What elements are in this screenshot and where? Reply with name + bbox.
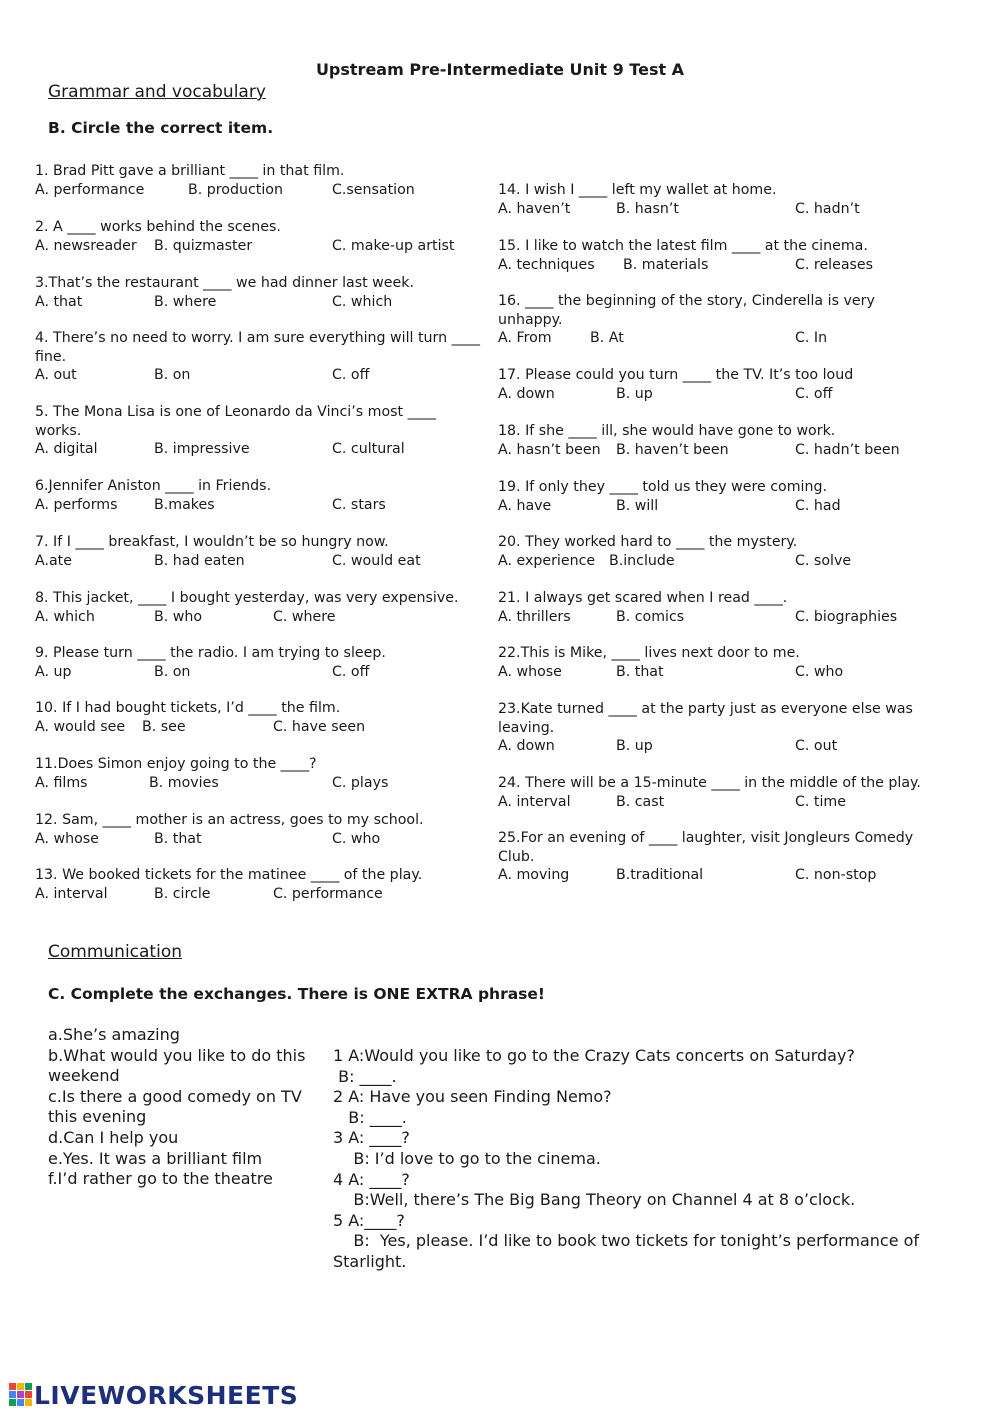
phrase-item: c.Is there a good comedy on TV this evening [48, 1086, 302, 1127]
answer-options [35, 552, 495, 571]
option-b[interactable]: B. up [616, 385, 653, 402]
answer-options [35, 774, 495, 793]
exchange-line: B: I’d love to go to the cinema. [333, 1148, 601, 1168]
option-a[interactable]: A. digital [35, 441, 98, 458]
option-a[interactable]: A.ate [35, 552, 72, 569]
option-c[interactable]: C. make-up artist [332, 237, 455, 254]
question-9 [35, 644, 495, 681]
question-text: 5. The Mona Lisa is one of Leonardo da Vinci’s most ____ [35, 404, 436, 420]
option-c[interactable]: C. out [795, 738, 838, 755]
exchange-line: 1 A:Would you like to go to the Crazy Cats concerts on Saturday? [333, 1046, 855, 1065]
answer-options [498, 256, 958, 275]
option-a[interactable]: A. would see [35, 718, 126, 735]
option-a[interactable]: A. techniques [498, 256, 595, 273]
option-a[interactable]: A. have [498, 497, 552, 514]
option-c[interactable]: C. non-stop [795, 867, 877, 884]
communication-instruction: C. Complete the exchanges. There is ONE EXTRA phrase! [48, 985, 545, 1003]
question-12 [35, 811, 495, 848]
answer-options [498, 866, 958, 885]
question-text: 4. There’s no need to worry. I am sure everything will turn ____ [35, 330, 480, 346]
answer-options [498, 329, 958, 348]
option-a[interactable]: A. performs [35, 496, 118, 513]
option-b[interactable]: B. movies [149, 774, 219, 791]
question-text-continued: leaving. [498, 719, 555, 736]
question-text: 21. I always get scared when I read ____. [498, 590, 788, 606]
option-a[interactable]: A. moving [498, 867, 570, 884]
answer-options [498, 385, 958, 404]
question-19 [498, 478, 958, 515]
question-1 [35, 162, 495, 199]
exchange-line: 3 A: ____? [333, 1128, 410, 1148]
option-a[interactable]: A. performance [35, 181, 145, 198]
answer-options [35, 496, 495, 515]
question-text: 20. They worked hard to ____ the mystery. [498, 534, 798, 550]
question-23 [498, 700, 958, 756]
option-b[interactable]: B. At [590, 330, 624, 347]
option-c[interactable]: C. cultural [332, 441, 405, 458]
question-2 [35, 218, 495, 255]
option-b[interactable]: B. impressive [154, 441, 250, 458]
option-a[interactable]: A. experience [498, 552, 596, 569]
question-text: 12. Sam, ____ mother is an actress, goes to my school. [35, 812, 424, 828]
option-b[interactable]: B. quizmaster [154, 237, 253, 254]
answer-options [35, 366, 495, 385]
option-a[interactable]: A. up [35, 663, 72, 680]
exchange-line: 5 A:____? [333, 1210, 405, 1230]
answer-options [498, 737, 958, 756]
grammar-instruction: B. Circle the correct item. [48, 119, 274, 137]
liveworksheets-logo[interactable] [8, 1380, 298, 1410]
page-title: Upstream Pre-Intermediate Unit 9 Test A [315, 60, 685, 79]
question-14 [498, 181, 958, 218]
option-c[interactable]: C. stars [332, 496, 386, 513]
phrase-item: e.Yes. It was a brilliant film [48, 1148, 263, 1168]
option-b[interactable]: B. had eaten [154, 552, 245, 569]
option-b[interactable]: B. materials [623, 256, 709, 273]
exchange-list [333, 1046, 919, 1273]
question-11 [35, 755, 495, 792]
option-b[interactable]: B. circle [154, 885, 211, 902]
question-20 [498, 533, 958, 570]
exchange-line: 2 A: Have you seen Finding Nemo? [333, 1087, 612, 1107]
question-text-continued: Club. [498, 848, 535, 865]
question-6 [35, 477, 495, 514]
question-text: 18. If she ____ ill, she would have gone to work. [498, 423, 836, 439]
option-c[interactable]: C. hadn’t been [795, 441, 900, 458]
answer-options [498, 441, 958, 460]
question-text: 17. Please could you turn ____ the TV. It’s too loud [498, 367, 854, 383]
option-b[interactable]: B. on [154, 663, 191, 680]
question-3 [35, 274, 495, 311]
answer-options [35, 830, 495, 849]
option-c[interactable]: C. had [795, 497, 841, 514]
question-text: 25.For an evening of ____ laughter, visit Jongleurs Comedy [498, 830, 914, 846]
option-b[interactable]: B. on [154, 367, 191, 384]
option-a[interactable]: A. hasn’t been [498, 441, 601, 458]
option-c[interactable]: C. have seen [273, 718, 366, 735]
question-24 [498, 774, 958, 811]
exchange-line: B:Well, there’s The Big Bang Theory on Channel 4 at 8 o’clock. [333, 1190, 856, 1210]
question-text: 9. Please turn ____ the radio. I am trying to sleep. [35, 645, 386, 661]
option-a[interactable]: A. interval [498, 793, 571, 810]
question-4 [35, 329, 495, 385]
question-text: 11.Does Simon enjoy going to the ____? [35, 756, 317, 772]
question-text: 16. ____ the beginning of the story, Cinderella is very [498, 293, 875, 309]
option-c[interactable]: C. who [795, 663, 844, 680]
question-text: 7. If I ____ breakfast, I wouldn’t be so hungry now. [35, 534, 389, 550]
option-a[interactable]: A. out [35, 367, 77, 384]
option-a[interactable]: A. that [35, 293, 83, 310]
question-13 [35, 866, 495, 903]
answer-options [35, 181, 495, 200]
phrase-item: d.Can I help you [48, 1127, 179, 1147]
option-c[interactable]: C. who [332, 830, 381, 847]
option-b[interactable]: B. haven’t been [616, 441, 729, 458]
option-a[interactable]: A. whose [35, 830, 99, 847]
question-text: 10. If I had bought tickets, I’d ____ the film. [35, 700, 341, 716]
option-b[interactable]: B.traditional [616, 867, 704, 884]
phrase-item: b.What would you like to do this weekend [48, 1045, 306, 1086]
question-text: 6.Jennifer Aniston ____ in Friends. [35, 478, 272, 494]
question-8 [35, 589, 495, 626]
answer-options [498, 608, 958, 627]
option-c[interactable]: C. off [795, 385, 833, 402]
option-b[interactable]: B. that [616, 663, 664, 680]
phrase-item: a.She’s amazing [48, 1025, 180, 1044]
phrase-item: f.I’d rather go to the theatre [48, 1169, 273, 1189]
option-c[interactable]: C. solve [795, 552, 852, 569]
answer-options [35, 237, 495, 256]
grammar-heading: Grammar and vocabulary [48, 82, 266, 102]
exchange-line: 4 A: ____? [333, 1169, 410, 1189]
option-b[interactable]: B. who [154, 608, 203, 625]
question-text: 22.This is Mike, ____ lives next door to me. [498, 645, 800, 661]
option-c[interactable]: C. hadn’t [795, 200, 860, 217]
option-a[interactable]: A. From [498, 330, 552, 347]
answer-options [498, 497, 958, 516]
option-c[interactable]: C.sensation [332, 181, 415, 198]
option-a[interactable]: A. whose [498, 663, 562, 680]
question-text: 3.That’s the restaurant ____ we had dinner last week. [35, 275, 414, 291]
option-a[interactable]: A. thrillers [498, 608, 571, 625]
option-a[interactable]: A. films [35, 774, 88, 791]
option-c[interactable]: C. performance [273, 885, 383, 902]
communication-heading: Communication [48, 942, 182, 962]
option-b[interactable]: B. see [142, 718, 186, 735]
option-b[interactable]: B.include [609, 552, 675, 569]
answer-options [498, 793, 958, 812]
option-b[interactable]: B. comics [616, 608, 685, 625]
answer-options [35, 608, 495, 627]
option-a[interactable]: A. newsreader [35, 237, 137, 254]
answer-options [35, 440, 495, 459]
option-b[interactable]: B.makes [154, 496, 215, 513]
question-18 [498, 422, 958, 459]
answer-options [35, 293, 495, 312]
question-text: 2. A ____ works behind the scenes. [35, 219, 281, 235]
question-text: 14. I wish I ____ left my wallet at home. [498, 182, 777, 198]
option-c[interactable]: C. In [795, 330, 828, 347]
option-a[interactable]: A. which [35, 608, 95, 625]
question-5 [35, 403, 495, 459]
question-10 [35, 699, 495, 736]
option-b[interactable]: B. production [188, 181, 283, 198]
option-c[interactable]: C. biographies [795, 608, 898, 625]
answer-options [35, 663, 495, 682]
question-15 [498, 237, 958, 274]
option-c[interactable]: C. off [332, 367, 370, 384]
option-a[interactable]: A. down [498, 738, 555, 755]
question-text: 15. I like to watch the latest film ____ at the cinema. [498, 238, 868, 254]
question-21 [498, 589, 958, 626]
option-a[interactable]: A. down [498, 385, 555, 402]
option-b[interactable]: B. up [616, 738, 653, 755]
question-16 [498, 292, 958, 348]
option-a[interactable]: A. haven’t [498, 200, 571, 217]
option-b[interactable]: B. hasn’t [616, 200, 679, 217]
logo-text: LIVEWORKSHEETS [34, 1380, 299, 1410]
option-c[interactable]: C. would eat [332, 552, 421, 569]
question-22 [498, 644, 958, 681]
question-text-continued: unhappy. [498, 311, 563, 328]
question-25 [498, 829, 958, 885]
answer-options [498, 200, 958, 219]
option-b[interactable]: B. cast [616, 793, 665, 810]
answer-options [498, 663, 958, 682]
question-text: 19. If only they ____ told us they were coming. [498, 479, 827, 495]
question-text-continued: fine. [35, 348, 67, 365]
option-a[interactable]: A. interval [35, 885, 108, 902]
exchange-line: Starlight. [333, 1251, 407, 1271]
question-text: 23.Kate turned ____ at the party just as everyone else was [498, 701, 913, 717]
question-text: 1. Brad Pitt gave a brilliant ____ in that film. [35, 163, 345, 179]
option-c[interactable]: C. which [332, 293, 393, 310]
question-text-continued: works. [35, 422, 82, 439]
exchange-line: B: ____. [333, 1066, 397, 1086]
answer-options [35, 718, 495, 737]
logo-blocks-icon [8, 1382, 34, 1408]
option-c[interactable]: C. releases [795, 256, 874, 273]
question-7 [35, 533, 495, 570]
option-b[interactable]: B. that [154, 830, 202, 847]
question-text: 8. This jacket, ____ I bought yesterday, was very expensive. [35, 590, 459, 606]
option-b[interactable]: B. will [616, 497, 659, 514]
answer-options [498, 552, 958, 571]
phrase-list [48, 1025, 318, 1190]
option-b[interactable]: B. where [154, 293, 217, 310]
exchange-line: B: ____. [333, 1107, 407, 1127]
answer-options [35, 885, 495, 904]
option-c[interactable]: C. where [273, 608, 336, 625]
question-17 [498, 366, 958, 403]
question-text: 24. There will be a 15-minute ____ in the middle of the play. [498, 775, 921, 791]
option-c[interactable]: C. plays [332, 774, 389, 791]
option-c[interactable]: C. off [332, 663, 370, 680]
option-c[interactable]: C. time [795, 793, 846, 810]
question-text: 13. We booked tickets for the matinee ____ of the play. [35, 867, 423, 883]
exchange-line: B: Yes, please. I’d like to book two tickets for tonight’s performance of [333, 1231, 920, 1251]
